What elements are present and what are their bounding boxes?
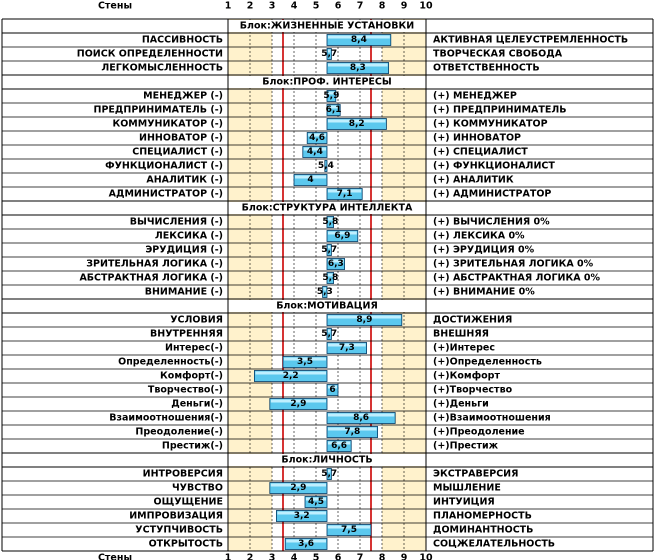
row-left-label: АДМИНИСТРАТОР (-) <box>108 188 223 200</box>
data-label: 6,9 <box>334 231 351 241</box>
row-right-label: (+) ВНИМАНИЕ 0% <box>433 286 535 298</box>
data-label: 6,3 <box>327 259 344 269</box>
row-right-label: (+) СПЕЦИАЛИСТ <box>433 146 528 158</box>
data-label: 6 <box>329 385 336 395</box>
tick-label-top: 6 <box>334 0 342 12</box>
tick-label-top: 8 <box>378 0 386 12</box>
row-right-label: (+)Взаимоотношения <box>433 412 551 424</box>
row-left-label: ВЫЧИСЛЕНИЯ (-) <box>129 216 223 228</box>
row-right-label: (+)Определенность <box>433 356 542 368</box>
row-left-label: Интерес(-) <box>165 342 223 354</box>
tick-label-top: 9 <box>400 0 408 12</box>
block-title: Блок:СТРУКТУРА ИНТЕЛЛЕКТА <box>241 202 413 214</box>
row-left-label: ЗРИТЕЛЬНАЯ ЛОГИКА (-) <box>86 258 223 270</box>
row-right-label: ИНТУИЦИЯ <box>433 496 495 508</box>
data-label: 4 <box>307 175 314 185</box>
row-right-label: ОТВЕТСТВЕННОСТЬ <box>433 62 540 74</box>
row-right-label: (+) АБСТРАКТНАЯ ЛОГИКА 0% <box>433 272 601 284</box>
data-label: 8,2 <box>348 119 365 129</box>
data-label: 5,7 <box>321 245 338 255</box>
tick-label-bottom: 9 <box>400 552 408 560</box>
row-right-label: (+) ЭРУДИЦИЯ 0% <box>433 244 535 256</box>
tick-label-bottom: 2 <box>246 552 254 560</box>
data-label: 8,4 <box>350 35 367 45</box>
row-left-label: ВНИМАНИЕ (-) <box>144 286 223 298</box>
row-right-label: (+)Комфорт <box>433 370 500 382</box>
row-right-label: (+) МЕНЕДЖЕР <box>433 90 517 102</box>
row-left-label: Творчество(-) <box>147 384 223 396</box>
row-right-label: (+)Деньги <box>433 398 489 410</box>
row-right-label: ДОМИНАНТНОСТЬ <box>433 524 534 536</box>
block-title: Блок:ЛИЧНОСТЬ <box>281 454 373 466</box>
row-left-label: МЕНЕДЖЕР (-) <box>143 90 223 102</box>
tick-label-top: 7 <box>356 0 364 12</box>
row-left-label: ОТКРЫТОСТЬ <box>148 538 223 550</box>
row-right-label: (+) ФУНКЦИОНАЛИСТ <box>433 160 555 172</box>
tick-label-top: 5 <box>312 0 320 12</box>
data-label: 8,9 <box>356 315 373 325</box>
row-right-label: (+) ИННОВАТОР <box>433 132 521 144</box>
row-left-label: Определенность(-) <box>118 356 223 368</box>
tick-label-top: 1 <box>224 0 232 12</box>
data-label: 6,6 <box>331 441 348 451</box>
row-right-label: (+) КОММУНИКАТОР <box>433 118 548 130</box>
row-right-label: ТВОРЧЕСКАЯ СВОБОДА <box>433 48 563 60</box>
row-right-label: ЭКСТРАВЕРСИЯ <box>433 468 519 480</box>
data-label: 4,6 <box>309 133 326 143</box>
row-right-label: (+) ЛЕКСИКА 0% <box>433 230 525 242</box>
row-right-label: СОЦЖЕЛАТЕЛЬНОСТЬ <box>433 538 556 550</box>
row-right-label: (+) ЗРИТЕЛЬНАЯ ЛОГИКА 0% <box>433 258 594 270</box>
row-right-label: (+)Творчество <box>433 384 513 396</box>
row-left-label: Взаимоотношения(-) <box>109 412 223 424</box>
data-label: 7,5 <box>341 525 357 535</box>
row-right-label: (+) АНАЛИТИК <box>433 174 514 186</box>
row-right-label: (+) АДМИНИСТРАТОР <box>433 188 552 200</box>
row-right-label: (+)Преодоление <box>433 426 525 438</box>
data-label: 7,8 <box>344 427 361 437</box>
data-label: 3,6 <box>298 539 315 549</box>
data-label: 5,7 <box>321 49 338 59</box>
data-label: 6,1 <box>325 105 342 115</box>
row-left-label: Престиж(-) <box>161 440 223 452</box>
data-label: 7,1 <box>336 189 353 199</box>
row-left-label: ПАССИВНОСТЬ <box>141 34 223 46</box>
row-left-label: ИМПРОВИЗАЦИЯ <box>129 510 223 522</box>
tick-label-bottom: 5 <box>312 552 320 560</box>
row-left-label: ФУНКЦИОНАЛИСТ (-) <box>105 160 223 172</box>
data-label: 8,3 <box>349 63 366 73</box>
row-left-label: АНАЛИТИК (-) <box>146 174 223 186</box>
tick-label-top: 10 <box>419 0 433 12</box>
tick-label-bottom: 7 <box>356 552 364 560</box>
row-left-label: ЛЕКСИКА (-) <box>154 230 223 242</box>
data-label: 5,7 <box>321 329 338 339</box>
data-label: 8,6 <box>353 413 370 423</box>
tick-label-top: 2 <box>246 0 254 12</box>
row-right-label: (+)Престиж <box>433 440 499 452</box>
row-left-label: Преодоление(-) <box>135 426 223 438</box>
row-left-label: ПРЕДПРИНИМАТЕЛЬ (-) <box>93 104 223 116</box>
row-left-label: Комфорт(-) <box>160 370 223 382</box>
data-label: 2,2 <box>282 371 299 381</box>
row-left-label: КОММУНИКАТОР (-) <box>112 118 223 130</box>
tick-label-bottom: 4 <box>290 552 298 560</box>
data-label: 2,9 <box>290 399 307 409</box>
row-left-label: УСТУПЧИВОСТЬ <box>135 524 223 536</box>
row-right-label: МЫШЛЕНИЕ <box>433 482 501 494</box>
data-label: 2,9 <box>290 483 307 493</box>
row-right-label: ВНЕШНЯЯ <box>433 328 489 340</box>
row-left-label: ЛЕГКОМЫСЛЕННОСТЬ <box>101 62 223 74</box>
data-label: 5,4 <box>317 161 334 171</box>
block-title: Блок:ЖИЗНЕННЫЕ УСТАНОВКИ <box>239 20 415 32</box>
data-label: 3,2 <box>293 511 310 521</box>
row-right-label: (+)Интерес <box>433 342 495 354</box>
row-left-label: ПОИСК ОПРЕДЕЛЕННОСТИ <box>76 48 223 60</box>
row-left-label: СПЕЦИАЛИСТ (-) <box>132 146 223 158</box>
row-right-label: (+) ПРЕДПРИНИМАТЕЛЬ <box>433 104 567 116</box>
data-label: 5,9 <box>323 91 340 101</box>
row-left-label: УСЛОВИЯ <box>170 314 223 326</box>
data-label: 5,3 <box>316 287 333 297</box>
block-title: Блок:ПРОФ. ИНТЕРЕСЫ <box>262 76 392 88</box>
data-label: 4,4 <box>306 147 323 157</box>
row-left-label: ЧУВСТВО <box>171 482 223 494</box>
row-left-label: Деньги(-) <box>171 398 223 410</box>
row-left-label: АБСТРАКТНАЯ ЛОГИКА (-) <box>79 272 223 284</box>
row-left-label: ИНТРОВЕРСИЯ <box>142 468 223 480</box>
row-right-label: АКТИВНАЯ ЦЕЛЕУСТРЕМЛЕННОСТЬ <box>433 34 629 46</box>
tick-label-bottom: 3 <box>268 552 276 560</box>
data-label: 5,8 <box>322 273 339 283</box>
row-left-label: ЭРУДИЦИЯ (-) <box>145 244 223 256</box>
data-label: 5,8 <box>322 217 339 227</box>
row-right-label: ПЛАНОМЕРНОСТЬ <box>433 510 532 522</box>
row-left-label: ИННОВАТОР (-) <box>139 132 223 144</box>
tick-label-bottom: 10 <box>419 552 433 560</box>
row-left-label: ОЩУЩЕНИЕ <box>153 496 223 508</box>
data-label: 3,5 <box>297 357 313 367</box>
row-right-label: ДОСТИЖЕНИЯ <box>433 314 513 326</box>
data-label: 4,5 <box>308 497 324 507</box>
block-title: Блок:МОТИВАЦИЯ <box>276 300 378 312</box>
data-label: 7,3 <box>338 343 355 353</box>
axis-title-top: Стены <box>97 0 133 12</box>
tick-label-top: 4 <box>290 0 298 12</box>
tick-label-top: 3 <box>268 0 276 12</box>
tick-label-bottom: 8 <box>378 552 386 560</box>
data-label: 5,7 <box>321 469 338 479</box>
row-left-label: ВНУТРЕННЯЯ <box>150 328 223 340</box>
row-right-label: (+) ВЫЧИСЛЕНИЯ 0% <box>433 216 550 228</box>
axis-title-bottom: Стены <box>97 552 133 560</box>
tick-label-bottom: 1 <box>224 552 232 560</box>
tick-label-bottom: 6 <box>334 552 342 560</box>
